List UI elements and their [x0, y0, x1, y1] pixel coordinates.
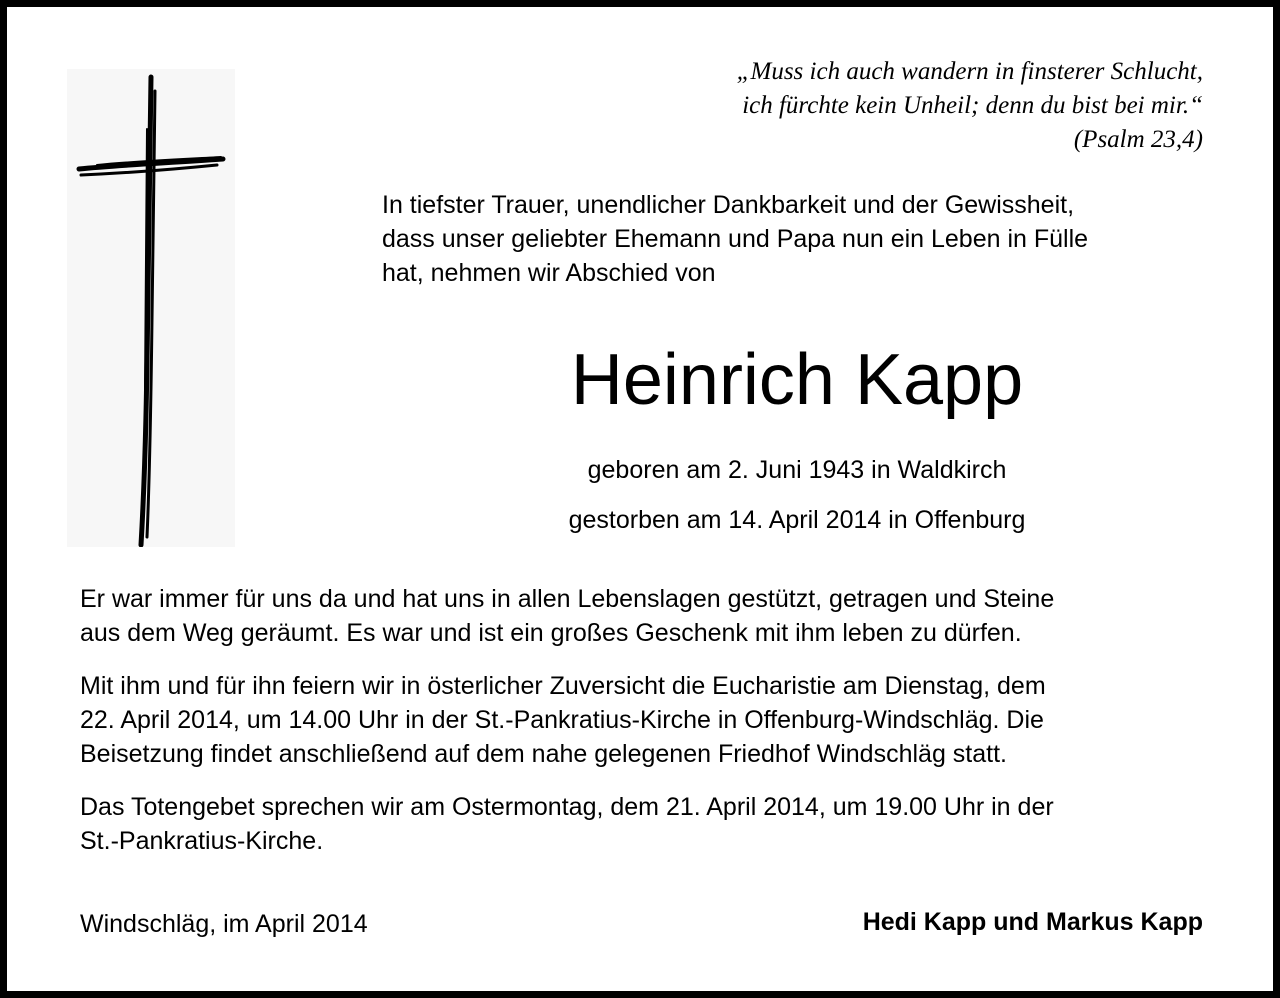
place-date: Windschläg, im April 2014 — [80, 910, 368, 938]
paragraph — [80, 582, 1220, 650]
quote-line: „Muss ich auch wandern in finsterer Schlucht, — [736, 58, 1203, 85]
paragraph-line: St.-Pankratius-Kirche. — [80, 827, 324, 855]
paragraph-line: aus dem Weg geräumt. Es war und ist ein großes Geschenk mit ihm leben zu dürfen. — [80, 619, 1022, 647]
quote-line: ich fürchte kein Unheil; denn du bist bei mir.“ — [742, 92, 1203, 119]
deceased-name: Heinrich Kapp — [570, 340, 1024, 420]
birth-date: geboren am 2. Juni 1943 in Waldkirch — [587, 456, 1007, 484]
paragraph-line: Er war immer für uns da und hat uns in allen Lebenslagen gestützt, getragen und Steine — [80, 585, 1055, 613]
paragraph-line: Mit ihm und für ihn feiern wir in österlicher Zuversicht die Eucharistie am Dienstag, dem — [80, 672, 1046, 700]
intro-line: hat, nehmen wir Abschied von — [382, 259, 716, 287]
intro-text — [382, 188, 1222, 290]
quote-reference: (Psalm 23,4) — [1073, 126, 1203, 153]
paragraph-line: Beisetzung findet anschließend auf dem nahe gelegenen Friedhof Windschläg statt. — [80, 740, 1007, 768]
paragraph — [80, 669, 1220, 771]
life-dates — [382, 445, 1212, 545]
paragraph — [80, 790, 1220, 858]
cross-icon — [67, 69, 235, 547]
psalm-quote — [563, 55, 1203, 157]
intro-line: dass unser geliebter Ehemann und Papa nun ein Leben in Fülle — [382, 225, 1089, 253]
obituary-body — [80, 582, 1220, 877]
paragraph-line: 22. April 2014, um 14.00 Uhr in der St.-Pankratius-Kirche in Offenburg-Windschläg. Die — [80, 706, 1044, 734]
paragraph-line: Das Totengebet sprechen wir am Ostermontag, dem 21. April 2014, um 19.00 Uhr in der — [80, 793, 1054, 821]
cross-image — [67, 69, 235, 547]
death-date: gestorben am 14. April 2014 in Offenburg — [568, 506, 1026, 534]
intro-line: In tiefster Trauer, unendlicher Dankbarkeit und der Gewissheit, — [382, 191, 1075, 219]
mourners-signature: Hedi Kapp und Markus Kapp — [862, 908, 1203, 936]
